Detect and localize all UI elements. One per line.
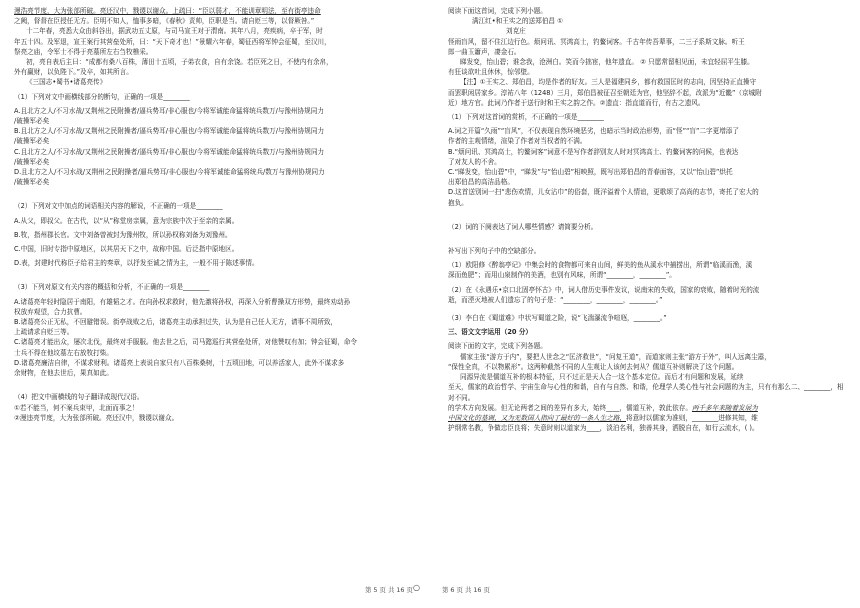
essay-line-6: 中国文化的基调，又为无数国人指向了最好的一条人生之路，将意时以儒家为准则，________进修其知，维	[448, 413, 758, 422]
q2-option-d: D.表，封建时代称臣子给君主的奏章，以抒发至诚之情为主，一般不用于陈述事情。	[14, 259, 259, 268]
question-3: （3）下列对原文有关内容的概括和分析，不正确的一项是________	[14, 283, 210, 292]
q4-sentence-2: ②漫违亮节度，大为张郃所破。亮还汉中，戮谡以谢众。	[14, 413, 179, 422]
passage-line-7: 外有赢财，以负陛下。”及卒，如其所言。	[14, 68, 133, 77]
question-2: （2）下列对文中加点的词语相关内容的解说，不正确的一项是________	[14, 202, 223, 211]
essay-line-7: 护纲常名教，争做忠臣良将；失意时则以道家为____，淡泊名利，独善其身，洒脱自在，如行云流水，( )。	[448, 424, 759, 433]
page-fold	[435, 0, 436, 608]
question-1: （1）下列对文中画横线部分的断句，正确的一项是________	[14, 92, 190, 101]
poem-note-2: 而罢职闲居家乡。淳祐八年（1248）三月，郑伯昌被征召至朝廷为官，他坚辞不起，改派为“近畿”（京城附	[448, 88, 762, 97]
rq1-option-b-cont: 了对友人的不舍。	[448, 157, 501, 166]
passage-source: 《三国志•蜀书•诸葛亮传》	[26, 78, 107, 87]
essay-line-2: “保性全真，不以物累形”。这两种截然不同的人生观让人该何去何从？儒道互补则解决了这个问题。	[448, 362, 739, 371]
q3-option-b: B.诸葛亮公正无私，不回避错误。街亭战败之后，诸葛亮主动承担过失，认为是自己任人无方，请事不周所致，	[14, 318, 338, 327]
q1-option-b-cont: /破操军必矣	[14, 137, 50, 146]
section-heading: 三、语文文字运用（20 分）	[448, 328, 533, 337]
underlined-sentence: 漫浩亮节度，大为张郃所破。亮还汉中，戮谡以谢众。上疏曰：“臣以弱才，不能训章明法，至有街亭违命	[14, 7, 321, 15]
page-footer	[0, 583, 860, 597]
q3-option-d-cont: 余财物，在他去世后，果真如此。	[14, 369, 113, 378]
rq1-option-c: C.“睇发变，怡山碧”中，“睇发”与“怡山碧”相映照，既写出郑伯昌的青春面容，又以“怡山碧”烘托	[448, 168, 733, 177]
poem-line-2: 郎一曲玉簫声，凄金石。	[448, 47, 521, 56]
q1-option-a-cont: /破操军必矣	[14, 117, 50, 126]
binding-circle-icon: ○	[413, 583, 420, 592]
poem-author: 刘克庄	[506, 27, 526, 36]
rq1-option-c-cont: 出郑伯昌的高洁品格。	[448, 178, 514, 187]
note-marker: ②	[640, 58, 647, 67]
fill-in-3: （3）李白在《蜀道难》中状写蜀道之险，说“飞湍瀑流争喧豗，________。”	[448, 314, 667, 323]
poem-question-2: （2）词的下阕表达了词人哪些情感？请简要分析。	[448, 222, 598, 231]
fill-in-1: （1）欧阳修《醉翁亭记》中集会时的食物都可来自山间，鲜美的鱼从溪水中捕捞出，所谓“临溪而渔，溪	[448, 261, 753, 270]
page-number-right: 第 6 页 共 16 页	[442, 586, 490, 594]
passage-line-1	[14, 6, 420, 16]
q1-option-a: A.且北方之人/不习水战/又荆州之民附操者/逼兵势耳/非心服也/今将军诚能命猛将统兵数万/与豫州协规同力	[14, 106, 324, 115]
q2-option-b: B.牧，指州郡长官。文中刘备曾被封为豫州牧，所以孙权称刘备为刘豫州。	[14, 230, 232, 239]
underlined-sentence: 两千多年来随着发展为	[691, 403, 758, 412]
passage-line-2: 之阙，督督在臣授任无方。臣明不知人，恤事多暗，《春秋》责帅，臣职是当。请自贬三等，以督厥咎。”	[14, 17, 315, 26]
essay-line-5: 的学术方向发展。但无论两者之间的差异有多大，始终____，儒道互补，敦此依存。两千多年来随着发展为	[448, 403, 758, 412]
poem-question-1: （1）下列对这首词的赏析，不正确的一项是________	[448, 113, 604, 122]
rq1-option-a: A.词之开篇“久雨”“盲风”，不仅表现自然环境恶劣，也暗示当时政治形势，而“怪”“盲”二字更增添了	[448, 127, 739, 136]
fill-in-2-cont: 逝，而湮灭地被人们遗忘了的句子是：“________，________，________。”	[448, 295, 663, 304]
passage-line-6: 初，亮自表后主曰：“成都有桑八百株，薄田十五顷，子弟衣食，自有余饶。若臣死之日，不使内有余帛，	[26, 58, 333, 67]
q1-option-b: B.且北方之人/不习水战/又荆州之民附操者/逼兵势耳/非心服也/今将军诚能命猛将统兵数万/与豫州协规同力	[14, 127, 325, 136]
essay-line-1: 儒家主张“游方于内”，要把人世念之“匡济救世”，“问复王道”，而道家则主张“游方于外”，叫人远离尘嚣，	[460, 352, 771, 361]
q1-option-d: D.且北方之人/不习水战/又荆州之民附操者/逼兵势耳/非心服也/今将军诚能命猛将统兵/数万与豫州协规同力	[14, 168, 325, 177]
q3-option-c: C.诸葛亮才能出众，屡次北伐，最终对手服服。他去世之后，司马懿巡行其营垒处所，对他赞叹有加；钟会征蜀，命令	[14, 338, 357, 347]
q2-option-c: C.中国，旧时专指中原地区，以其居天下之中，故称中国。后泛指中原地区。	[14, 245, 239, 254]
q1-option-d-cont: /破操军必矣	[14, 178, 50, 187]
note-marker: ①	[557, 17, 564, 26]
poem-instruction: 阅读下面这首词，完成下列小题。	[448, 7, 547, 15]
question-4: （4）把文中画横线的句子翻译成现代汉语。	[14, 393, 144, 402]
poem-line-4: 有狂谈欲吐且休休，惊邻壁。	[448, 68, 534, 77]
fill-in-1-cont: 深而鱼肥”；而用山泉制作的美酒，也别有风味，所谓“________，________”。	[448, 271, 676, 280]
poem-line-1: 怪雨盲风，留不住江边行色。烦问讯、冥鸿高士，钓鳌词客。千古年传吾辈事，二三子系斯文脉。听王	[448, 37, 745, 46]
q3-option-a-cont: 权放弃观望，合力抗曹。	[14, 307, 87, 316]
underlined-sentence: 中国文化的基调，又为无数国人指向了最好的一条人生之路，	[448, 413, 627, 422]
passage-line-5: 祭亮之庙，令军士不得于亮墓所左右刍牧樵采。	[14, 47, 153, 56]
rq1-option-d-cont: 抱负。	[448, 198, 468, 207]
q3-option-a: A.诸葛亮年轻时隐居于南阳，有雄韬之才。在向孙权求救时，他先激将孙权，再深入分析曹操双方形势，最终劝动孙	[14, 297, 351, 306]
right-column	[448, 6, 848, 576]
fill-in-instruction: 补写出下列句子中的空缺部分。	[448, 247, 541, 256]
passage-instruction: 阅读下面的文字，完成下列各题。	[448, 342, 547, 351]
q2-option-a: A.从父，即叔父。在古代，以“从”称堂房亲属，意为宗族中次于至亲的亲属。	[14, 216, 239, 225]
essay-line-4: 至天，儒家的政治哲学、宇宙生命与心性的和谐，自有与自然、和谐，伦理学人类心性与社会问题的为主，只有有那么二、________，相对不同。	[448, 383, 844, 402]
poem-line-3: 睇发变，怡山碧；谁念我，沧洲白。笑而今拙宦，他年遗直。 ② 只愿常留相见面，未宜轻屈平生膝。	[460, 58, 754, 67]
page-number-left: 第 5 页 共 16 页	[365, 586, 413, 594]
poem-note-3: 近）地方官。此词乃作者于送行时和王实之韵之作。②遗直：指直道而行，有古之遗风。	[448, 98, 705, 107]
essay-line-3: 同源异流是儒道互补的根本特征，只不过正是天人合一这个基本定位。而后才有问题和发展，延续	[460, 373, 744, 382]
q1-option-c-cont: /破操军必矣	[14, 157, 50, 166]
q3-option-b-cont: 上疏请求自贬三等。	[14, 328, 74, 337]
rq1-option-a-cont: 作者的主观情绪，渲染了作者对当权者的不满。	[448, 137, 587, 146]
q3-option-c-cont: 士兵不得在他坟墓左右放牧打柴。	[14, 348, 113, 357]
q1-option-c: C.且北方之人/不习水战/又荆州之民附操者/逼兵势耳/非心服也/今将军诚能命猛将统兵数万/与豫州协规同力	[14, 147, 325, 156]
left-column	[14, 6, 420, 576]
rq1-option-d: D.这首送别词一扫“悲伤欢情，儿女沾巾”的俗套，既洋溢着个人情谊，更歌颂了高尚的志节，寄托了宏大的	[448, 188, 759, 197]
passage-line-4: 年五十四。及军退，宣王案行其营垒处所，曰：“天下奇才也！”景耀六年春，蜀征西将军钟会征蜀，至汉川，	[14, 37, 331, 46]
rq1-option-b: B.“烦问讯、冥鸿高士，钓鳌词客”词意不是写作者辞别友人时对冥鸿高士、钓鳌词客的问候，也表达	[448, 147, 739, 156]
passage-line-3: 十二年春，亮悉大众由斜谷出，据武功五丈原，与司马宣王对于渭南。其年八月，亮疾病，卒于军，时	[26, 27, 323, 36]
q4-sentence-1: ①若不能当，何不案兵束甲，北面而事之！	[14, 403, 139, 412]
poem-title: 满江红•和王实之的送郑伯昌 ①	[472, 17, 564, 26]
poem-note-1: 【注】①王实之、郑伯昌，均是作者的好友。三人是福建同乡，都有救国匡时的志向，因坚持正直操守	[460, 78, 757, 87]
q3-option-d: D.诸葛亮廉洁自律，不谋求财利。诸葛亮上表说自家只有八百株桑树，十五顷田地，可以养活家人，此外不谋求多	[14, 358, 345, 367]
fill-in-2: （2）在《永遇乐•京口北固亭怀古》中，词人借历史事件发议，说南宋的失败，国家的衰败，随着时光的流	[448, 285, 760, 294]
